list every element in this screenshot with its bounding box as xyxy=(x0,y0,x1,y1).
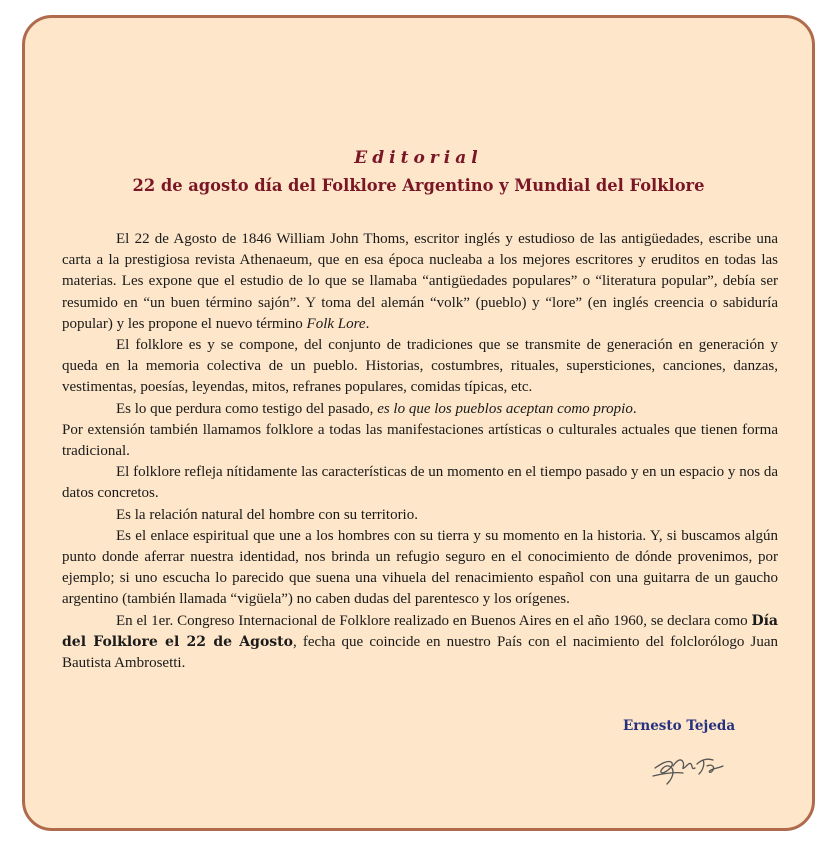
paragraph-text-end: , fecha que coincide en nuestro País con el nacimiento del folclorólogo Juan Bautista Ambrosetti. xyxy=(62,633,778,672)
paragraph-text-end: . xyxy=(632,400,637,417)
paragraph-text-end: . xyxy=(365,315,370,332)
section-kicker: Editorial xyxy=(354,148,483,168)
emphasis-text: Folk Lore xyxy=(306,315,366,332)
paragraph-text: Es lo que perdura como testigo del pasado, xyxy=(116,400,378,417)
signature-icon xyxy=(651,746,733,786)
article-body xyxy=(62,229,778,674)
paragraph-perdura xyxy=(62,399,778,420)
paragraph-definition: El folklore es y se compone, del conjunto de tradiciones que se transmite de generación en generación y queda en la memoria colectiva de un pueblo. Historias, costumbres, rituales, supersticiones, canciones, danzas, vestimentas, poesías, leyendas, mitos, refranes populares, comidas típicas, etc. xyxy=(62,337,778,396)
paragraph-text: En el 1er. Congreso Internacional de Folklore realizado en Buenos Aires en el año 1960, se declara como xyxy=(116,612,752,629)
paragraph-reflection: El folklore refleja nítidamente las características de un momento en el tiempo pasado y en un espacio y nos da datos concretos. xyxy=(62,464,778,502)
paragraph-spiritual: Es el enlace espiritual que une a los hombres con su tierra y su momento en la historia. Y, si buscamos algún punto donde aferrar nuestra identidad, nos brinda un refugio seguro en el conocimiento de dónde provenimos, por ejemplo; si uno escucha lo parecido que suena una vihuela del renacimiento español con una guitarra de un gaucho argentino (también llamada “vigüela”) no caben dudas del parentesco y los orígenes. xyxy=(62,527,778,608)
emphasis-text: es lo que los pueblos aceptan como propio xyxy=(377,400,633,417)
paragraph-thoms xyxy=(62,229,778,335)
bold-highlight: Día del Folklore el 22 de Agosto xyxy=(62,612,778,650)
paragraph-extension: Por extensión también llamamos folklore a todas las manifestaciones artísticas o culturales actuales que tienen forma tradicional. xyxy=(62,421,778,460)
paragraph-text: El 22 de Agosto de 1846 William John Thoms, escritor inglés y estudioso de las antigüedades, escribe una carta a la prestigiosa revista Athenaeum, que en esa época nucleaba a los mejores escritores y eruditos en todas las materias. Les expone que el estudio de lo que se llamaba “antigüedades populares” o “literatura popular”, debía ser resumido en “un buen término sajón”. Y toma del alemán “volk” (pueblo) y “lore” (en inglés creencia o sabiduría popular) y les propone el nuevo término xyxy=(62,231,778,332)
paragraph-congress xyxy=(62,611,778,675)
page-title: 22 de agosto día del Folklore Argentino y Mundial del Folklore xyxy=(132,176,705,195)
editorial-panel xyxy=(22,15,815,831)
author-name: Ernesto Tejeda xyxy=(623,718,736,734)
paragraph-territory: Es la relación natural del hombre con su territorio. xyxy=(116,506,418,523)
